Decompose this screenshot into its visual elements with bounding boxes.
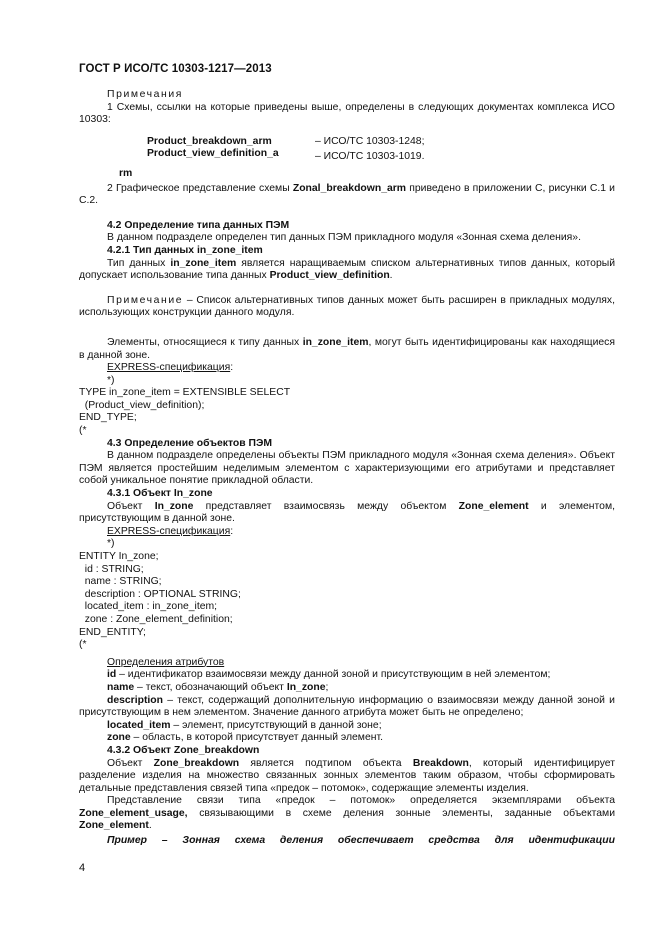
page-header: ГОСТ Р ИСО/ТС 10303-1217—2013 [79, 63, 272, 75]
express-code: *) ENTITY In_zone; id : STRING; name : STRING; description : OPTIONAL STRING; located_item : in_zone_item; zone : Zone_element_definition; END_ENTITY; (* [79, 538, 241, 651]
note-1: 1 Схемы, ссылки на которые приведены выше, определены в следующих документах комплекса ИСО 10303: [79, 101, 615, 126]
reference-schema: Product_view_definition_a [147, 148, 279, 160]
attribute-definition: zone – область, в которой присутствует данный элемент. [107, 732, 383, 744]
section-4-3-1-title: 4.3.1 Объект In_zone [107, 488, 213, 500]
section-4-2-title: 4.2 Определение типа данных ПЭМ [107, 219, 290, 231]
reference-schema-tail: rm [119, 167, 133, 179]
section-4-2-1-title: 4.2.1 Тип данных in_zone_item [107, 244, 263, 256]
attribute-definition: name – текст, обозначающий объект In_zone; [107, 681, 329, 693]
note: Примечание – Список альтернативных типов данных может быть расширен в прикладных модулях, использующих конструкции данного модуля. [79, 294, 615, 319]
paragraph: Объект In_zone представляет взаимосвязь между объектом Zone_element и элементом, присутствующим в данной зоне. [79, 500, 615, 525]
paragraph: Тип данных in_zone_item является наращиваемым списком альтернативных типов данных, который допускает использование типа данных Product_view_definition. [79, 257, 615, 282]
reference-schema: Product_breakdown_arm [147, 135, 272, 147]
attribute-definition: located_item – элемент, присутствующий в данной зоне; [107, 719, 382, 731]
page-content [79, 89, 615, 848]
express-spec-label: EXPRESS-спецификация: [107, 362, 234, 374]
section-4-3-text: В данном подразделе определены объекты ПЭМ прикладного модуля «Зонная схема деления». Объект ПЭМ является простейшим неделимым элементом с характеризующими его атрибутами и представляет собой уникальное понятие прикладной области. [79, 450, 615, 487]
reference-row [147, 148, 424, 164]
reference-doc: – ИСО/ТС 10303-1019. [315, 151, 425, 163]
attribute-definitions-title: Определения атрибутов [107, 656, 225, 668]
section-4-3-2-title: 4.3.2 Объект Zone_breakdown [107, 744, 260, 756]
section-4-2-text: В данном подразделе определен тип данных ПЭМ прикладного модуля «Зонная схема деления». [107, 232, 581, 244]
paragraph: Объект Zone_breakdown является подтипом объекта Breakdown, который идентифицирует разделение изделия на множество связанных зонных элементов таким образом, чтобы сформировать детальные представления связей типа «предок – потомок», содержащие элементы изделия. [79, 757, 615, 794]
reference-doc: – ИСО/ТС 10303-1248; [315, 135, 425, 147]
reference-row [147, 136, 424, 149]
express-code: *) TYPE in_zone_item = EXTENSIBLE SELECT (Product_view_definition); END_TYPE; (* [79, 374, 291, 437]
example-text: Пример – Зонная схема деления обеспечивает средства для идентификации [107, 835, 615, 847]
schema-name: Zonal_breakdown_arm [292, 182, 407, 194]
paragraph: Элементы, относящиеся к типу данных in_zone_item, могут быть идентифицированы как находящиеся в данной зоне. [79, 336, 615, 361]
notes-title: Примечания [107, 89, 183, 100]
page-number: 4 [79, 862, 86, 874]
attribute-definition: id – идентификатор взаимосвязи между данной зоной и присутствующим в ней элементом; [107, 669, 551, 681]
references-table [147, 136, 424, 164]
express-spec-label: EXPRESS-спецификация: [107, 525, 234, 537]
section-4-3-title: 4.3 Определение объектов ПЭМ [107, 437, 273, 449]
note-2: 2 Графическое представление схемы Zonal_breakdown_arm приведено в приложении С, рисунки С.1 и С.2. [79, 182, 615, 207]
paragraph: Представление связи типа «предок – потомок» определяется экземплярами объекта Zone_element_usage, связывающими в схеме деления зонные элементы, заданные объектами Zone_element. [79, 795, 615, 832]
attribute-definition: description – текст, содержащий дополнительную информацию о взаимосвязи между данной зоной и присутствующим в нем элементом. Значение данного атрибута может быть не определено; [79, 694, 615, 719]
